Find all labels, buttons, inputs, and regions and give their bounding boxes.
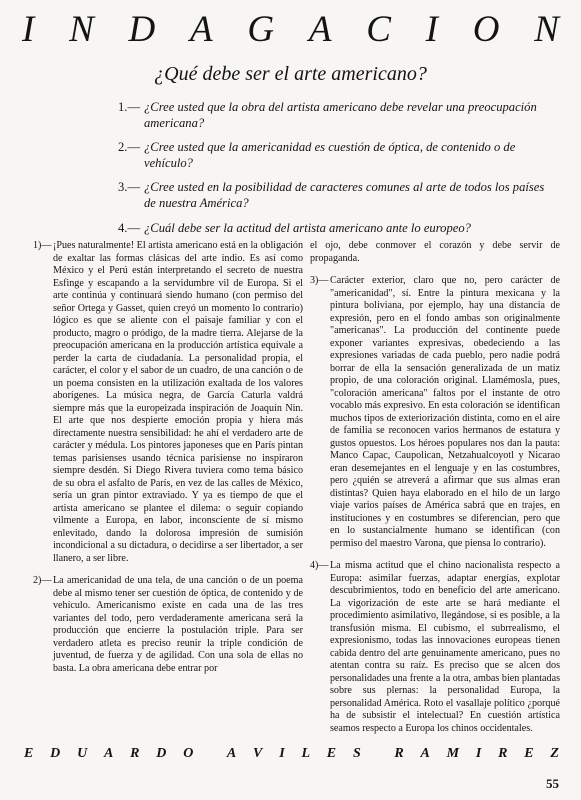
answer-item: [310, 560, 560, 735]
author-letter: E: [24, 746, 34, 761]
answer-text: La americanidad de una tela, de una canción o de un poema debe al mismo tener ser cuestión de óptica, de contenido y de vehículo. Americanismo existe en cada una de las tres variantes del todo, pero verdaderamente americana será la producción que encierre la postulación triple. Para ser verdadero atleta es preciso reunir la triple condición de juventud, de fuerza y de agilidad. Con una sola de ellas no basta. La obra americana debe entrar por: [53, 575, 303, 674]
title-letter: N: [69, 9, 94, 50]
author-letter: I: [279, 746, 285, 761]
question-item: [118, 221, 558, 237]
answer-item: [33, 240, 303, 565]
answer-item: [310, 275, 560, 550]
author-letter: R: [498, 746, 508, 761]
question-number: 2.—: [118, 140, 141, 155]
title-letter: O: [472, 9, 500, 50]
author-letter: A: [103, 746, 114, 761]
author-letter: O: [183, 746, 194, 761]
title-letter: A: [190, 9, 213, 50]
author-letter: Z: [550, 746, 559, 761]
question-text: ¿Cree usted que la americanidad es cuestión de óptica, de contenido o de vehículo?: [144, 140, 516, 170]
author-letter: E: [524, 746, 534, 761]
answer-item: [33, 575, 303, 675]
answer-text: Carácter exterior, claro que no, pero carácter de "americanidad", sí. Entre la pintura mexicana y la pintura boliviana, por ejemplo, hay una distancia de expresión, pero en el fondo ambas son originalmente "americanas". La producción del continente puede exponer variantes expresivas, obedeciendo a las expresiones variadas de cada pueblo, pero nadie podrá borrar de ella la sensación generalizada de un matiz propio, de una coloración original. Llamémosla, pues, "coloración americana" faltos por el instante de otro vocablo más expresivo. En esta coloración se identifican muchos tipos de exteriorización distinta, como en el aire de familia se reconocen varios hermanos de estatura y gustos opuestos. Los héroes populares nos dan la pauta: Manco Capac, Caupolican, Netzahualcoyotl y Nicarao eran desemejantes en el lenguaje y en las costumbres, pero ¿quién se atreverá a afirmar que sus almas eran distintas? Quien haya elaborado en el hilo de un largo viaje varios países de América sabrá que en trajes, en instituciones y en costumbres se diferencian, pero que en lo sustancialmente humano se identifican (con permiso del maestro Varona, que piensa lo contrario).: [330, 275, 560, 549]
author-letter: D: [156, 746, 167, 761]
answer-text: La misma actitud que el chino nacionalista respecto a Europa: asimilar fuerzas, adaptar energías, explotar descubrimientos, todo en beneficio del arte americano. La vigorización de este arte se hará mediante el procedimiento asimilativo, llegándose, si es posible, a la transfusión misma. El cubismo, el subrrealismo, el expresionismo, todas las innovaciones europeas tienen cabida dentro del arte genuinamente americano, pues no atentan contra su raíz. Es preciso que se alcen dos personalidades una frente a la otra, ambas bien plantadas sobre sus plernas: la personalidad Europa, la personalidad América. Roto el vasallaje político ¿porqué ha de subsistir el intelectual? En cuestión artística seamos respecto a Europa los chinos occidentales.: [330, 560, 560, 734]
title-letter: D: [128, 9, 156, 50]
question-number: 4.—: [118, 220, 141, 235]
author-letter: S: [352, 746, 361, 761]
question-text: ¿Cuál debe ser la actitud del artista americano ante lo europeo?: [144, 220, 471, 235]
author-letter: U: [77, 746, 88, 761]
question-number: 3.—: [118, 180, 141, 195]
answer-continuation: el ojo, debe conmover el corazón y debe servir de propaganda.: [310, 240, 560, 264]
answer-number: 2)—: [33, 575, 52, 586]
author-letter: M: [446, 746, 460, 761]
left-column: [33, 240, 303, 685]
author-letter: V: [253, 746, 263, 761]
answer-number: 3)—: [310, 275, 329, 286]
article-subtitle: ¿Qué debe ser el arte americano?: [154, 63, 427, 85]
title-letter: I: [425, 9, 438, 50]
author-letter: A: [226, 746, 237, 761]
author-letter: D: [50, 746, 61, 761]
author-letter: E: [326, 746, 337, 761]
question-list: [118, 100, 558, 245]
author-letter: R: [394, 746, 404, 761]
author-letter: L: [301, 746, 310, 761]
page-number: 55: [546, 776, 559, 791]
author-byline: [0, 745, 581, 763]
author-letter: R: [130, 746, 140, 761]
title-letter: A: [308, 9, 332, 50]
answer-text: ¡Pues naturalmente! El artista americano está en la obligación de exaltar las formas clásicas del arte indio. Es así como México y el Perú están interpretando el secreto de nuestra Esfinge y escapando a la servidumbre vil de Europa. Si el arte continúa y continuará siendo humano (con permiso del señor Ortega y Gasset, quien creyó un momento lo contrario) lógico es que se aliente con el paisaje familiar y con el producto, magro o pródigo, de la madre tierra. Alejarse de la preocupación americana en la producción artística equivale a perder la carta de ciudadanía. La personalidad propia, el carácter, el color y el sabor de un cuadro, de una canción o de un poema consisten en la utilización exaltada de los valores aborígenes. La música negra, de García Caturla valdrá siempre más que la europeizada inspiración de Joaquín Nin. El arte que nos despierte emoción propia y hiera más directamente nuestra sensibilidad: he ahí el verdadero arte de carácter y médula. Los pintores japoneses que en París pintan temas parisienses usando técnica parisiense no inspiraron siempre desdén. Si Diego Rivera tuviera como tema básico de su obra el asfalto de París, en vez de las calles de México, sería un gran pintor extraviado. Y ya es tiempo de que el artista americano se plantee el dilema: o seguir copiando vilmente a Europa, en labor, inconsciente de sí mismo enlevitado, dando la dolorosa impresión de sumisión incondicional a su dictadura, o decidirse a ser libertador, a ser llanero, a ser libre.: [53, 240, 303, 564]
page-title: [0, 8, 581, 52]
title-letter: G: [247, 9, 275, 50]
question-text: ¿Cree usted que la obra del artista americano debe revelar una preocupación americana?: [144, 100, 537, 130]
question-text: ¿Cree usted en la posibilidad de caracteres comunes al arte de todos los países de nuestra América?: [144, 180, 545, 210]
title-letter: I: [22, 9, 35, 50]
title-letter: N: [534, 9, 559, 50]
right-column: [310, 240, 560, 745]
answer-number: 4)—: [310, 560, 329, 571]
author-letter: A: [420, 746, 430, 761]
question-item: [118, 180, 558, 211]
author-letter: I: [475, 746, 482, 761]
title-letter: C: [366, 9, 391, 50]
answer-number: 1)—: [33, 240, 52, 251]
question-item: [118, 140, 558, 171]
question-number: 1.—: [118, 100, 141, 114]
question-item: [118, 100, 558, 131]
